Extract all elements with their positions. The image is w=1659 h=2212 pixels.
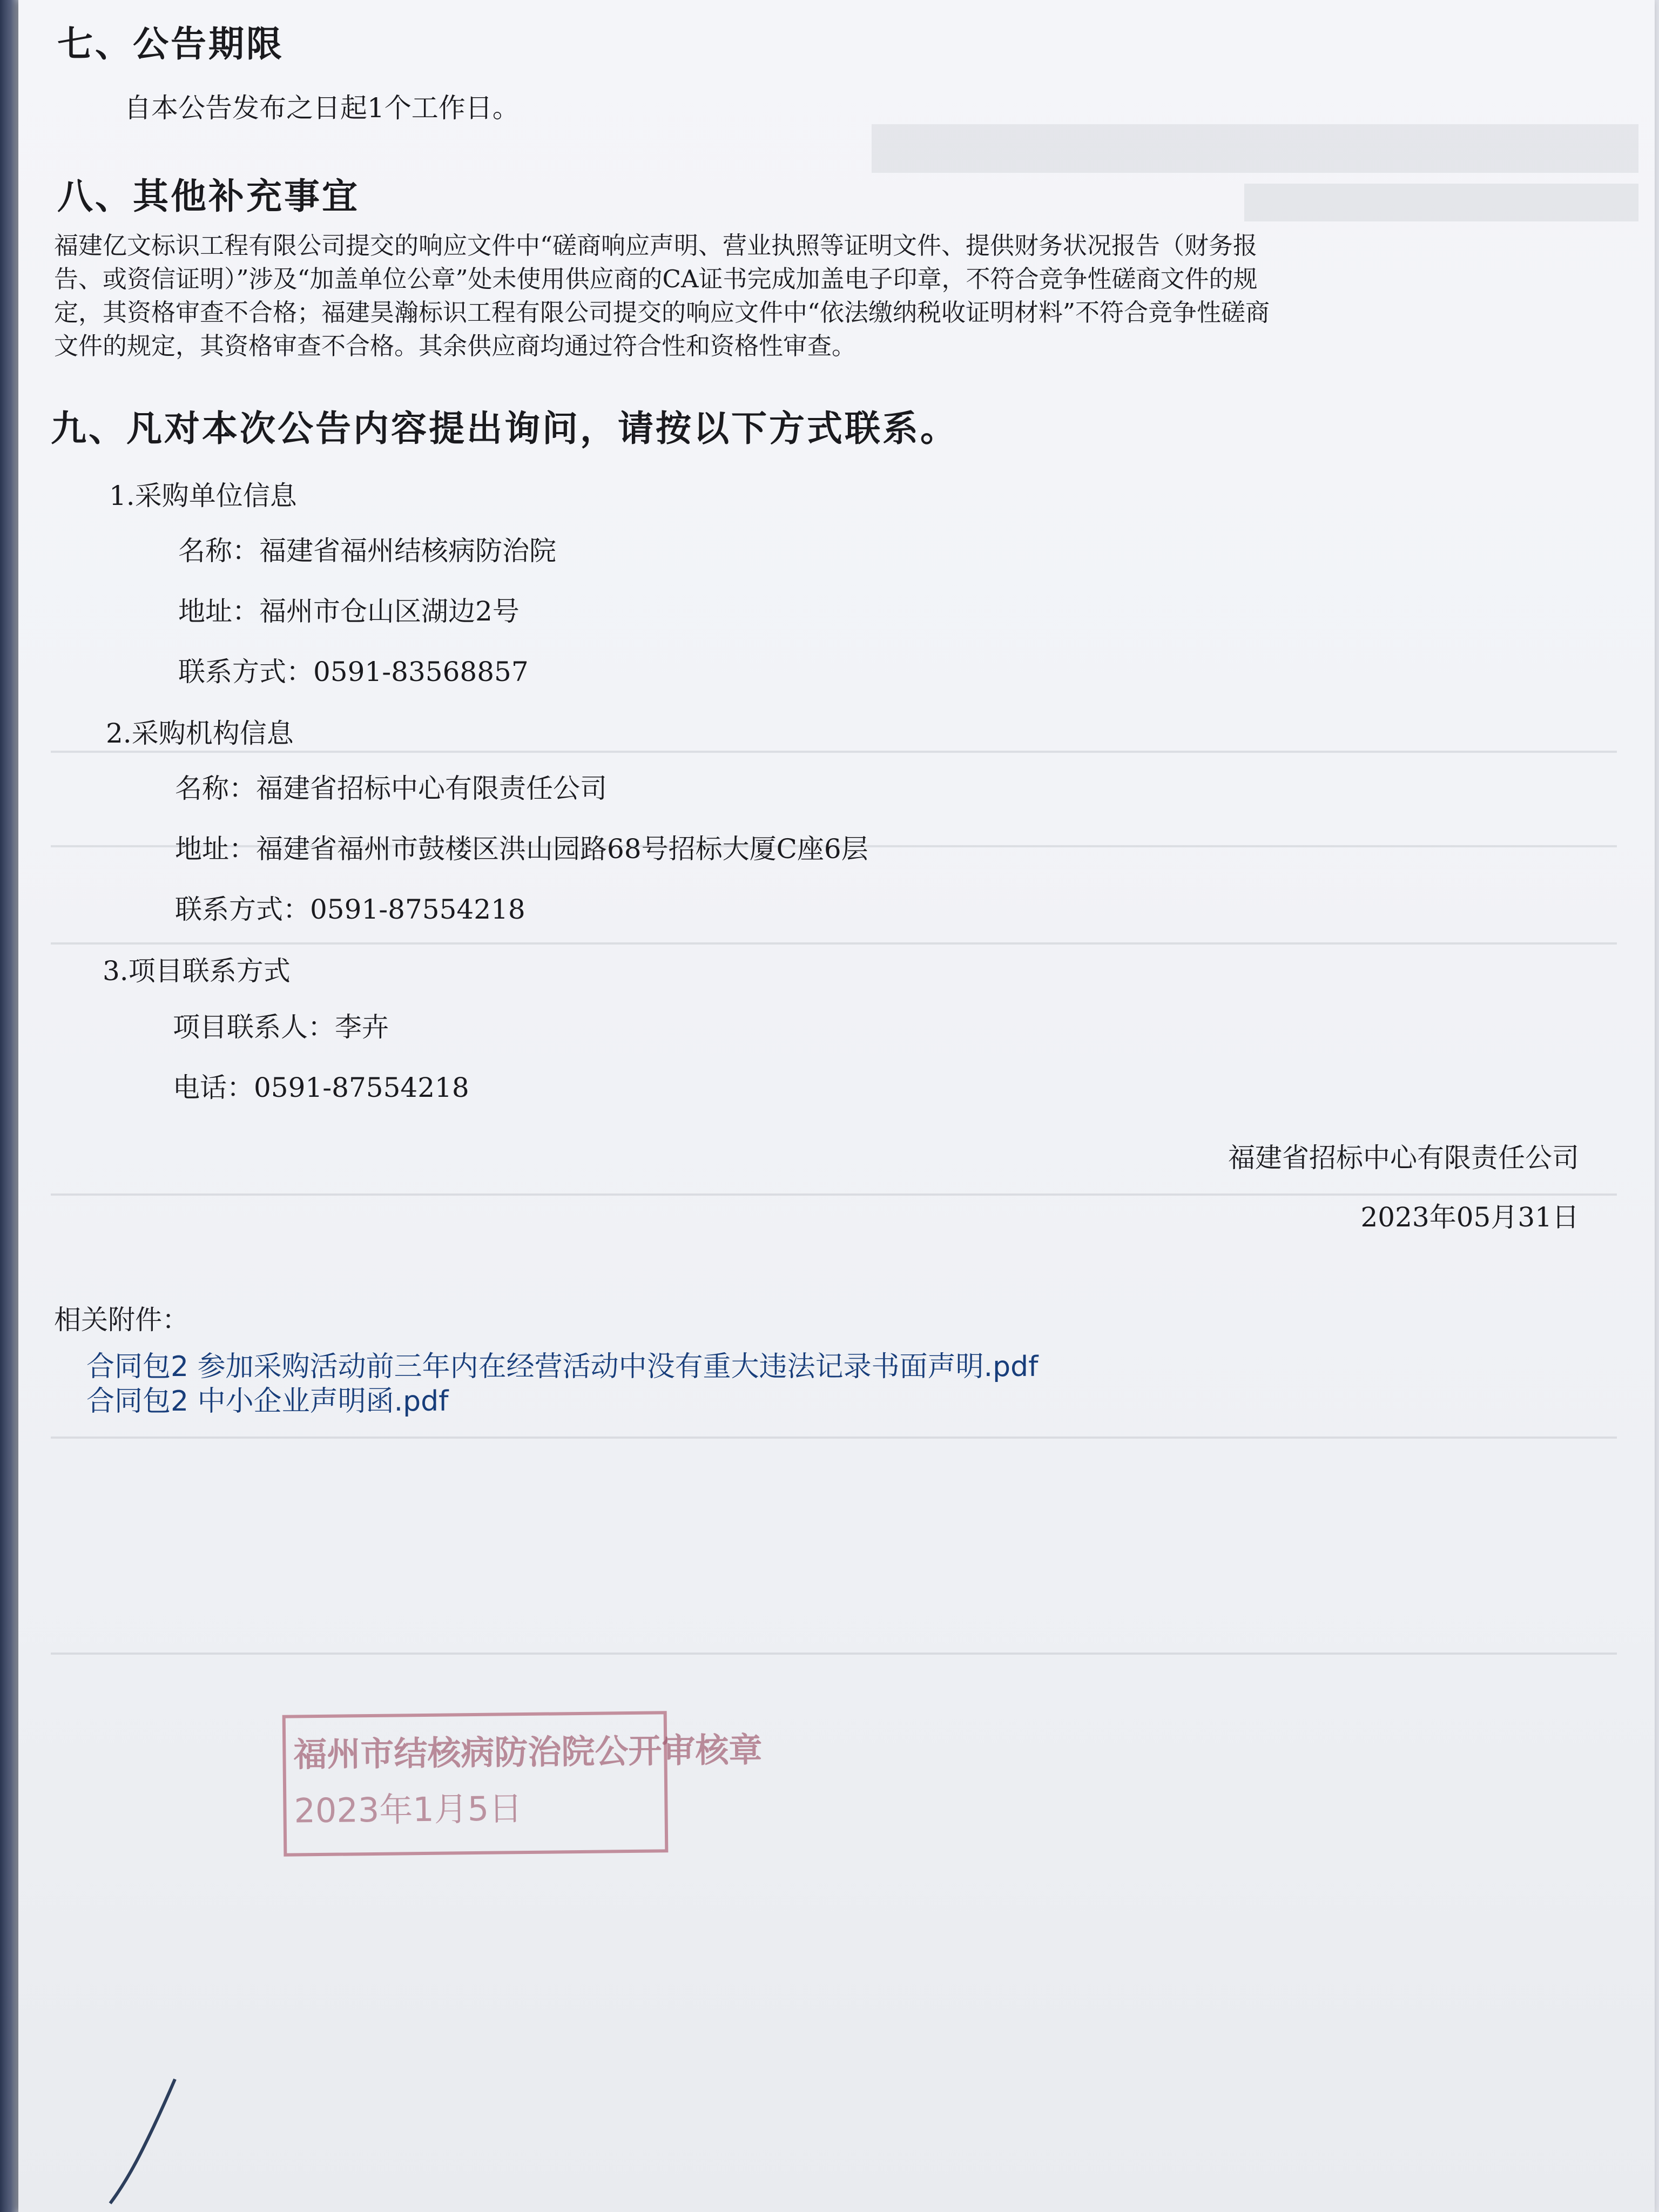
section-8-paragraph-line: 定，其资格审查不合格；福建昊瀚标识工程有限公司提交的响应文件中“依法缴纳税收证明材料”不符合竞争性磋商 — [54, 298, 1270, 327]
document-page — [18, 0, 1655, 2212]
purchaser-name: 名称：福建省福州结核病防治院 — [178, 535, 556, 567]
section-8-paragraph-line: 文件的规定，其资格审查不合格。其余供应商均通过符合性和资格性审查。 — [54, 332, 857, 360]
signature-date: 2023年05月31日 — [1360, 1202, 1579, 1233]
pen-mark — [94, 2068, 202, 2209]
section-9-heading: 九、凡对本次公告内容提出询问，请按以下方式联系。 — [51, 408, 958, 449]
agency-contact: 联系方式：0591-87554218 — [175, 894, 525, 925]
stamp-date: 2023年1月5日 — [294, 1789, 523, 1831]
purchaser-address: 地址：福州市仓山区湖边2号 — [178, 596, 520, 627]
agency-address: 地址：福建省福州市鼓楼区洪山园路68号招标大厦C座6层 — [175, 833, 868, 865]
section-7-text: 自本公告发布之日起1个工作日。 — [124, 92, 520, 124]
project-contact-person: 项目联系人：李卉 — [173, 1011, 389, 1043]
section-8-paragraph-line: 福建亿文标识工程有限公司提交的响应文件中“磋商响应声明、营业执照等证明文件、提供财务状况报告（财务报 — [54, 231, 1258, 260]
section-8-paragraph-line: 告、或资信证明）”涉及“加盖单位公章”处未使用供应商的CA证书完成加盖电子印章，不符合竞争性磋商文件的规 — [54, 265, 1258, 293]
bleed-through-line — [51, 751, 1617, 753]
bleed-through-line — [51, 1653, 1617, 1655]
purchaser-contact: 联系方式：0591-83568857 — [178, 656, 529, 687]
official-stamp — [282, 1711, 763, 1856]
attachments-label: 相关附件： — [54, 1304, 189, 1336]
attachment-link[interactable]: 合同包2 中小企业声明函.pdf — [86, 1385, 449, 1418]
bleed-through-line — [51, 942, 1617, 945]
agency-info-title: 2.采购机构信息 — [106, 718, 294, 749]
attachment-link[interactable]: 合同包2 参加采购活动前三年内在经营活动中没有重大违法记录书面声明.pdf — [86, 1351, 1038, 1383]
bleed-through-band — [1244, 184, 1638, 221]
section-7-heading: 七、公告期限 — [57, 23, 284, 65]
project-contact-title: 3.项目联系方式 — [103, 955, 291, 987]
section-8-heading: 八、其他补充事宜 — [57, 176, 360, 217]
project-contact-phone: 电话：0591-87554218 — [173, 1072, 469, 1103]
purchaser-info-title: 1.采购单位信息 — [109, 480, 297, 511]
bleed-through-band — [872, 124, 1638, 173]
agency-name: 名称：福建省招标中心有限责任公司 — [175, 773, 607, 804]
bleed-through-line — [51, 1437, 1617, 1439]
signature-organization: 福建省招标中心有限责任公司 — [1228, 1142, 1579, 1174]
stamp-text: 福州市结核病防治院公开审核章 — [293, 1730, 763, 1775]
